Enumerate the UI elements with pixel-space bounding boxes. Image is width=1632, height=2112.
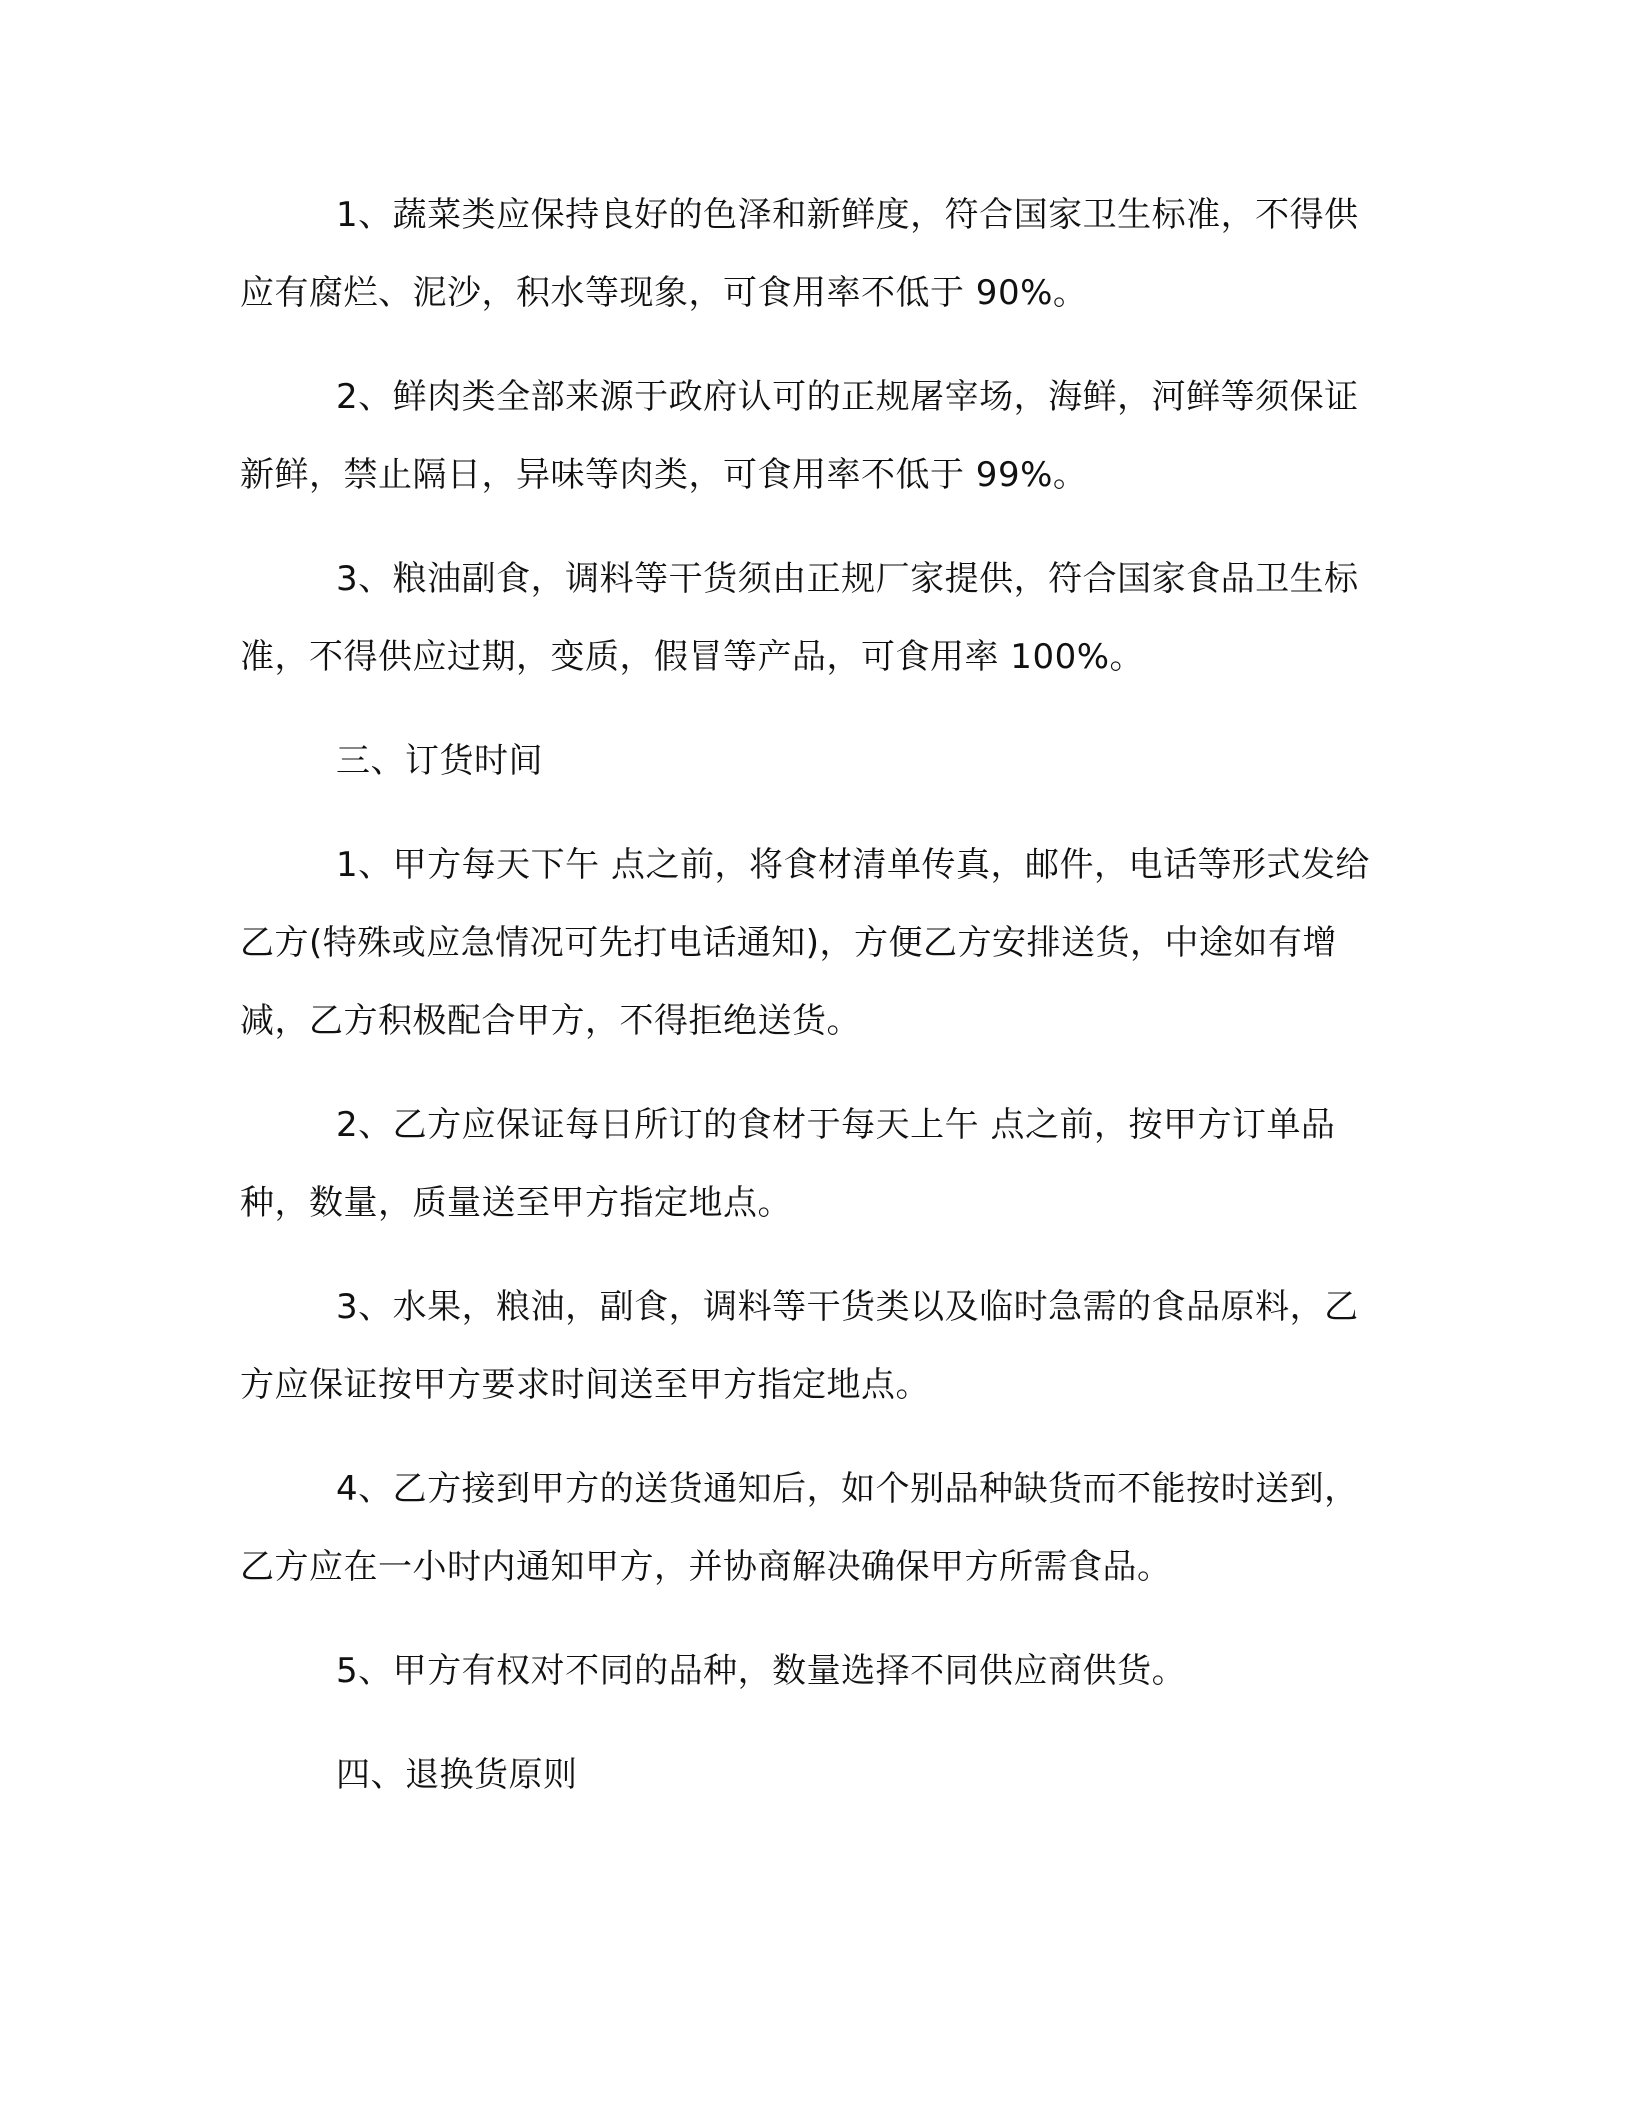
clause-delivery-deadline: 2、乙方应保证每日所订的食材于每天上午 点之前，按甲方订单品种，数量，质量送至甲方指定地点。	[240, 1105, 1336, 1223]
clause-supplier-choice: 5、甲方有权对不同的品种，数量选择不同供应商供货。	[336, 1651, 1187, 1691]
section-heading-returns: 四、退换货原则	[336, 1755, 578, 1795]
clause-shortage-notice: 4、乙方接到甲方的送货通知后，如个别品种缺货而不能按时送到，乙方应在一小时内通知甲方，并协商解决确保甲方所需食品。	[240, 1469, 1359, 1587]
clause-meat: 2、鲜肉类全部来源于政府认可的正规屠宰场，海鲜，河鲜等须保证新鲜，禁止隔日，异味等肉类，可食用率不低于 99%。	[240, 377, 1359, 495]
clause-urgent-goods: 3、水果，粮油，副食，调料等干货类以及临时急需的食品原料，乙方应保证按甲方要求时间送至甲方指定地点。	[240, 1287, 1359, 1405]
section-heading-order-time: 三、订货时间	[336, 741, 543, 781]
clause-order-deadline: 1、甲方每天下午 点之前，将食材清单传真，邮件，电话等形式发给乙方(特殊或应急情况可先打电话通知)，方便乙方安排送货，中途如有增减，乙方积极配合甲方，不得拒绝送货。	[240, 845, 1370, 1041]
clause-vegetables: 1、蔬菜类应保持良好的色泽和新鲜度，符合国家卫生标准，不得供应有腐烂、泥沙，积水等现象，可食用率不低于 90%。	[240, 195, 1359, 313]
clause-dry-goods: 3、粮油副食，调料等干货须由正规厂家提供，符合国家食品卫生标准，不得供应过期，变质，假冒等产品，可食用率 100%。	[240, 559, 1359, 677]
document-body	[240, 176, 1380, 1840]
